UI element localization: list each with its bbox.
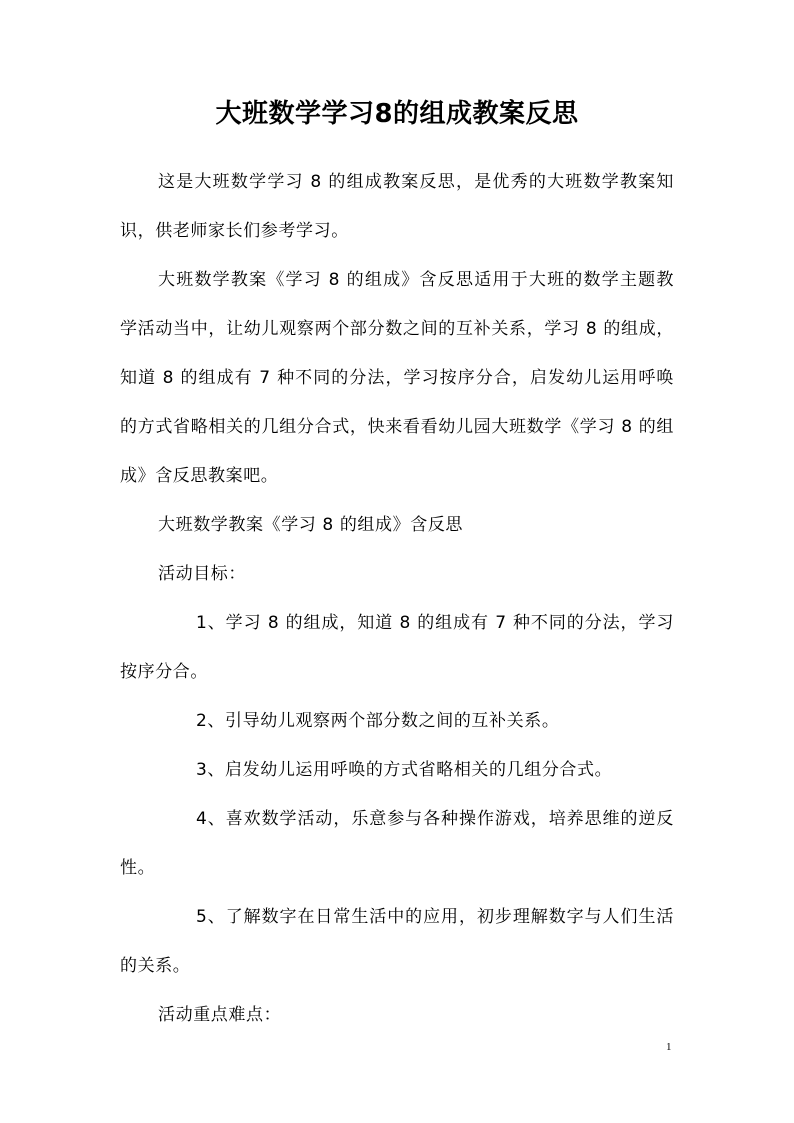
paragraph: 1、学习 8 的组成，知道 8 的组成有 7 种不同的分法，学习按序分合。 [120, 613, 674, 682]
paragraph: 4、喜欢数学活动，乐意参与各种操作游戏，培养思维的逆反性。 [120, 809, 674, 878]
paragraph: 2、引导幼儿观察两个部分数之间的互补关系。 [196, 711, 560, 731]
paragraph: 3、启发幼儿运用呼唤的方式省略相关的几组分合式。 [196, 760, 613, 780]
paragraph: 活动重点难点： [158, 1005, 282, 1025]
paragraph: 活动目标： [158, 564, 246, 584]
paragraph: 大班数学教案《学习 8 的组成》含反思适用于大班的数学主题教学活动当中，让幼儿观察两个部分数之间的互补关系，学习 8 的组成，知道 8 的组成有 7 种不同的分法，学习按序分合，启发幼儿运用呼唤的方式省略相关的几组分合式，快来看看幼儿园大班数学《学习 8 的组成》含反思教案吧。 [120, 270, 674, 486]
paragraph: 5、了解数字在日常生活中的应用，初步理解数字与人们生活的关系。 [120, 907, 674, 976]
page-number: 1 [666, 1041, 672, 1053]
document-title: 大班数学学习8的组成教案反思 [215, 99, 579, 129]
paragraph: 这是大班数学学习 8 的组成教案反思，是优秀的大班数学教案知识，供老师家长们参考学习。 [120, 172, 674, 241]
paragraph: 大班数学教案《学习 8 的组成》含反思 [158, 515, 464, 535]
document-body [120, 158, 674, 1040]
